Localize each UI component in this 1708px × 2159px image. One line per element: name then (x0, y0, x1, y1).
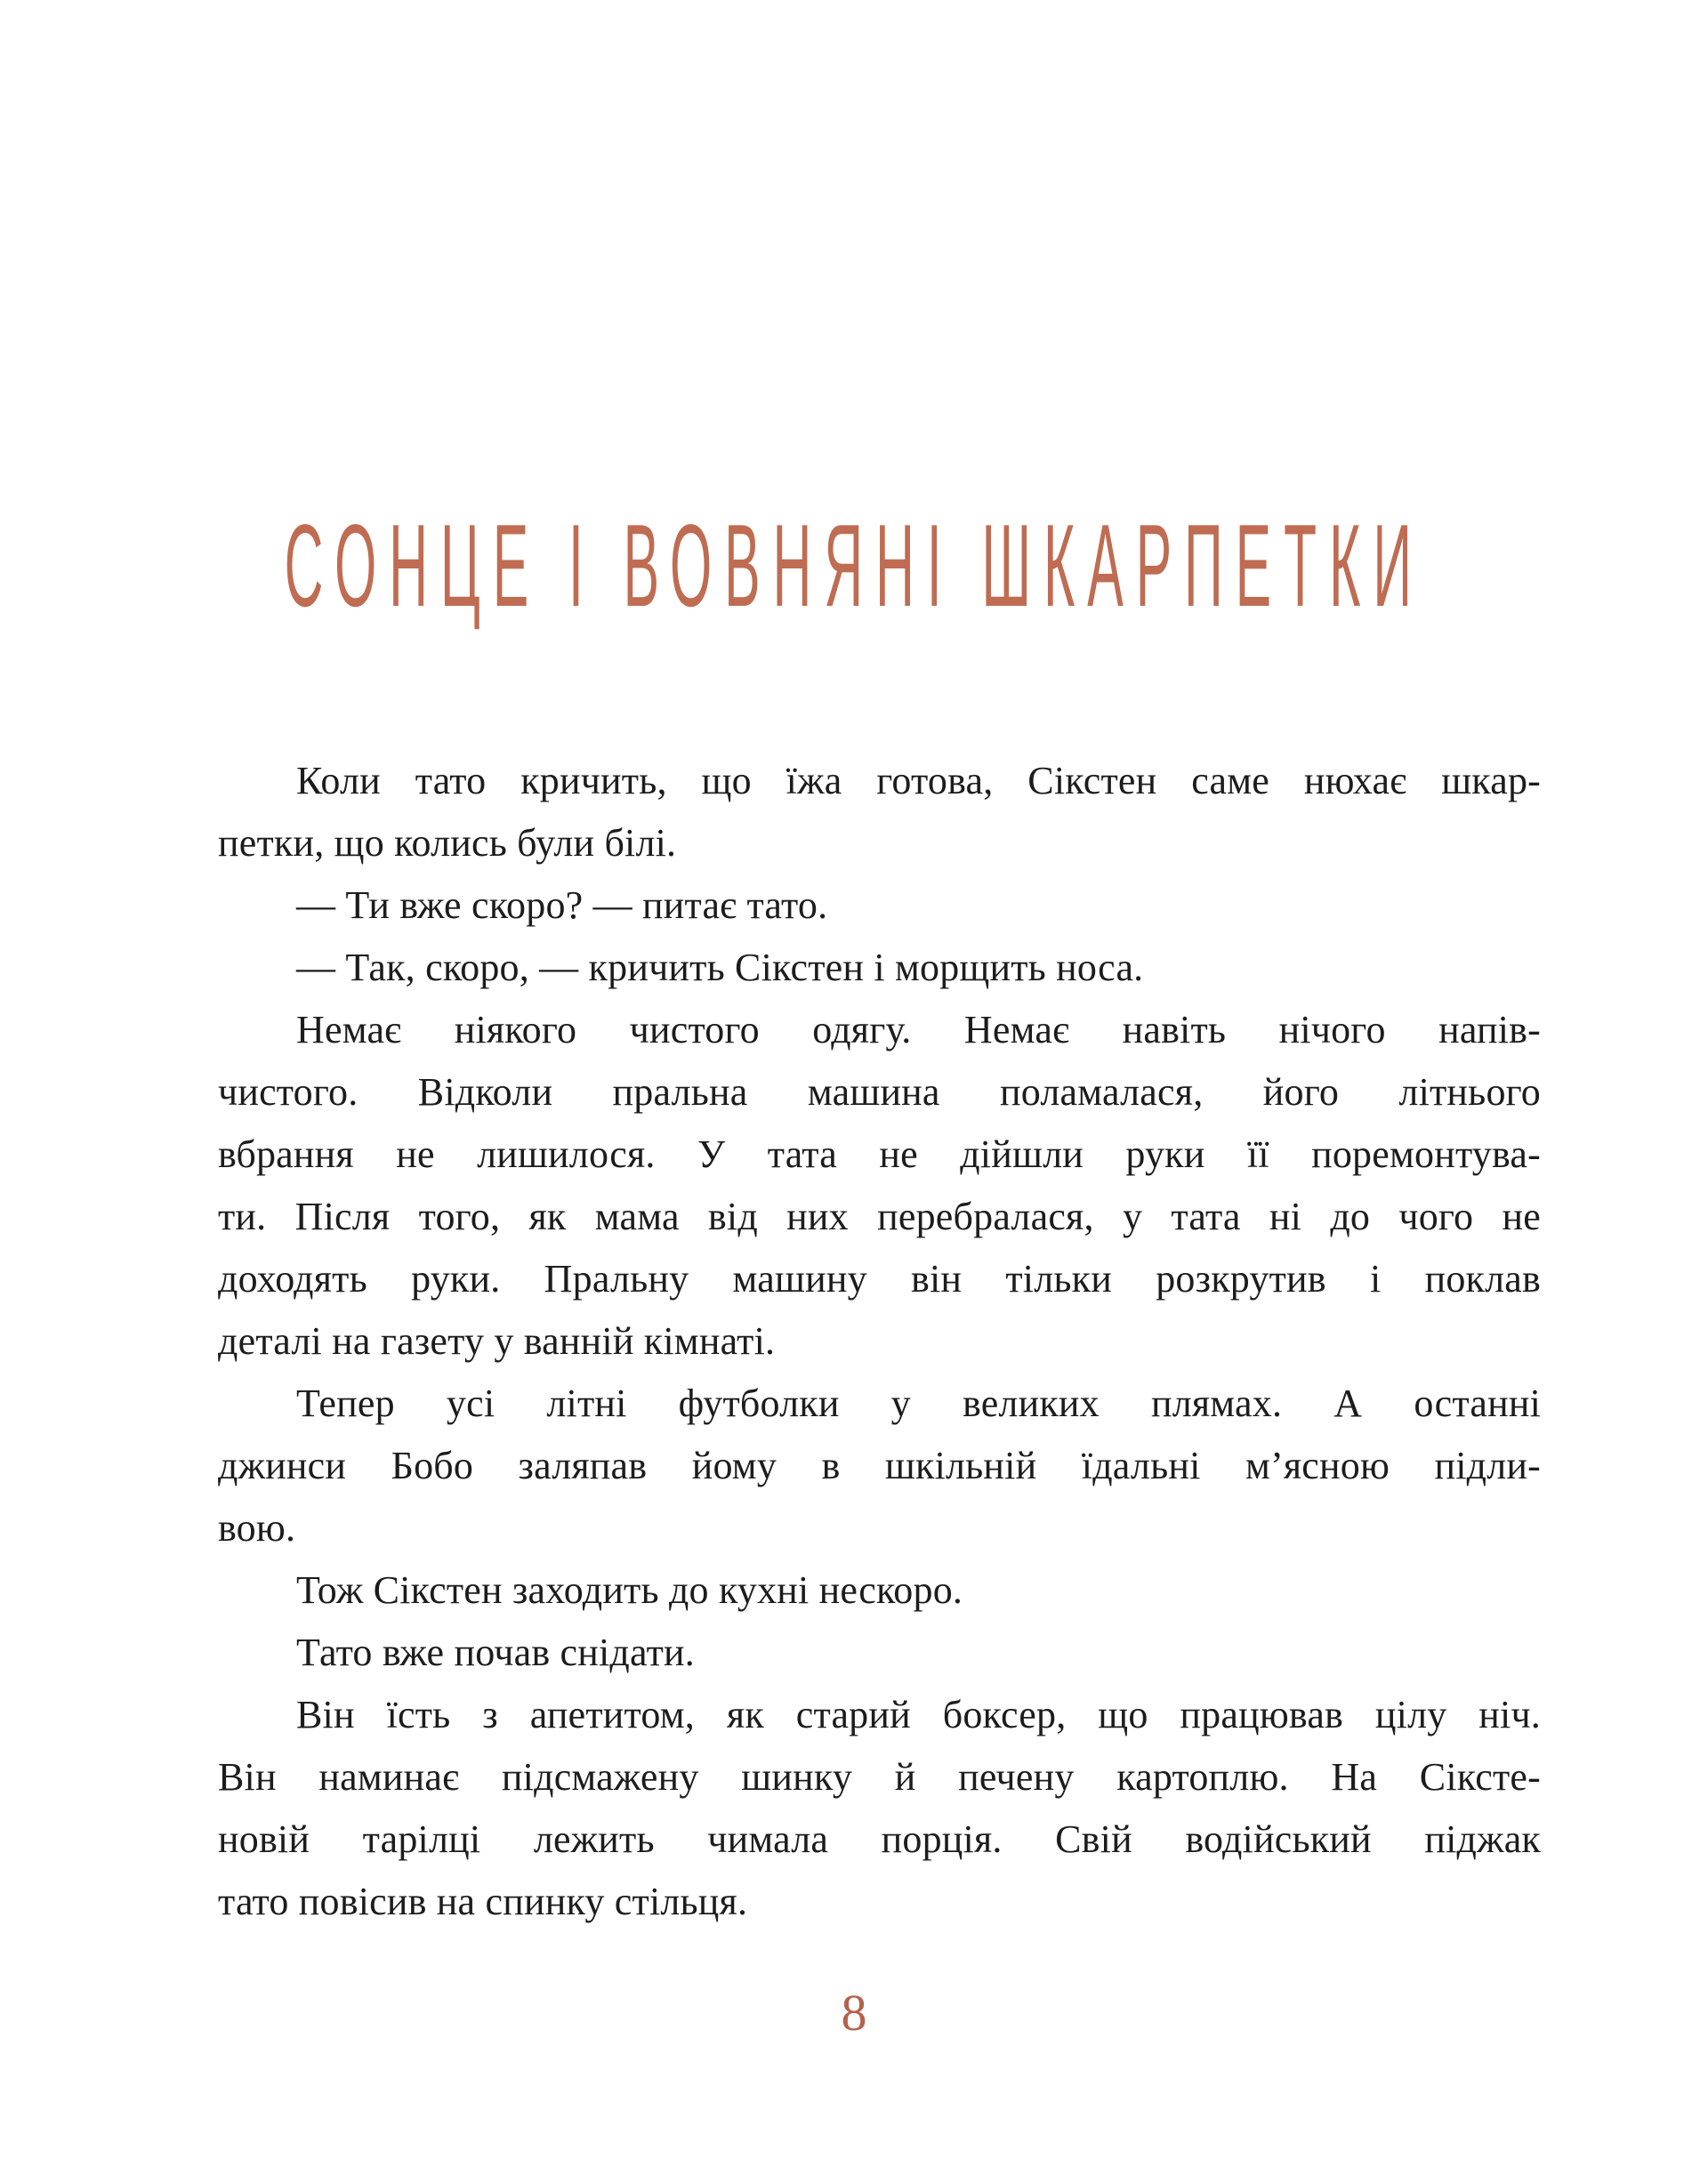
text-line: Тож Сікстен заходить до кухні нескоро. (296, 1568, 963, 1612)
text-line: — Ти вже скоро? — питає тато. (296, 883, 828, 927)
text-line: доходять руки. Пральну машину він тільки розкрутив і поклав (218, 1257, 1541, 1301)
text-line: джинси Бобо заляпав йому в шкільній їдальні м’ясною підли- (218, 1444, 1541, 1487)
text-line: Коли тато кричить, що їжа готова, Сікстен саме нюхає шкар- (296, 759, 1541, 802)
page-number: 8 (841, 1984, 867, 2042)
text-line: новій тарілці лежить чимала порція. Свій водійський піджак (218, 1817, 1541, 1861)
text-line: тато повісив на спинку стільця. (218, 1880, 748, 1923)
text-line: Тато вже почав снідати. (296, 1631, 695, 1674)
text-line: Немає ніякого чистого одягу. Немає навіть нічого напів- (296, 1008, 1541, 1051)
text-line: вою. (218, 1506, 296, 1550)
text-line: Він їсть з апетитом, як старий боксер, що працював цілу ніч. (296, 1693, 1541, 1736)
body-text (218, 750, 1541, 1933)
chapter-title (0, 498, 1708, 712)
chapter-title-text: СОНЦЕ І ВОВНЯНІ ШКАРПЕТКИ (284, 499, 1424, 632)
text-line: Він наминає підсмажену шинку й печену картоплю. На Сіксте- (218, 1755, 1541, 1799)
text-line: Тепер усі літні футболки у великих плямах. А останні (296, 1382, 1541, 1425)
text-line: — Так, скоро, — кричить Сікстен і морщить носа. (296, 946, 1144, 989)
text-line: ти. Після того, як мама від них перебралася, у тата ні до чого не (218, 1195, 1541, 1238)
text-line: деталі на газету у ванній кімнаті. (218, 1319, 776, 1363)
text-line: чистого. Відколи пральна машина поламалася, його літнього (218, 1070, 1541, 1114)
text-line: вбрання не лишилося. У тата не дійшли руки її поремонтува- (218, 1132, 1541, 1176)
text-line: петки, що колись були білі. (218, 821, 677, 865)
